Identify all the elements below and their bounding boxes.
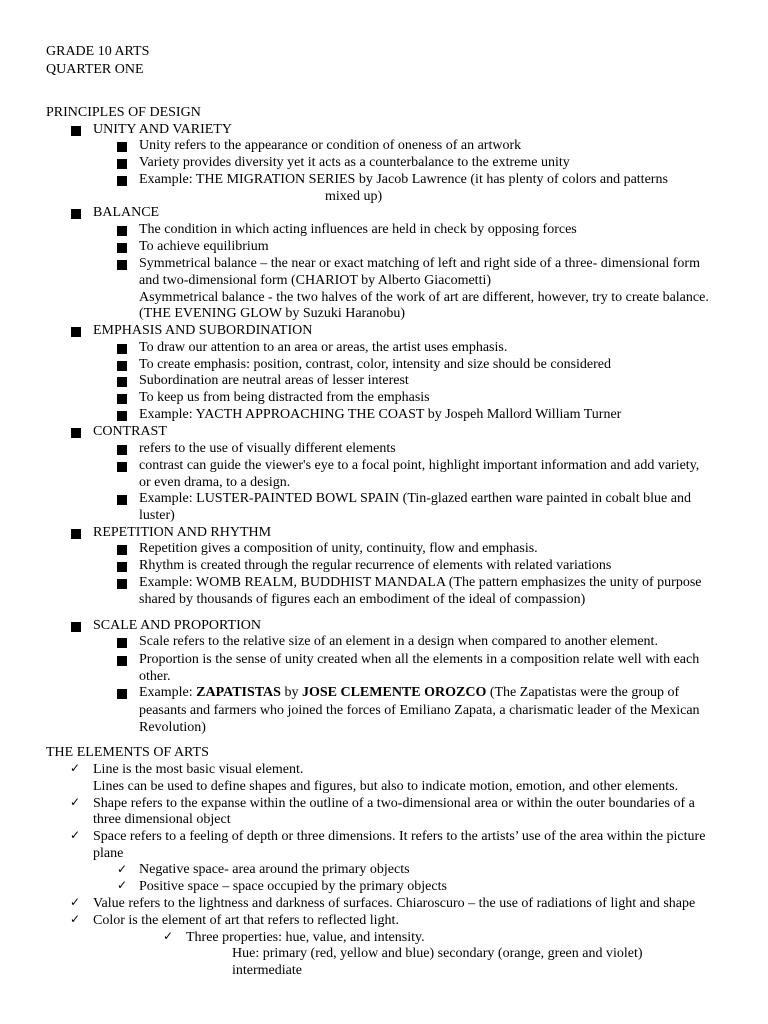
hue-description: Hue: primary (red, yellow and blue) secondary (orange, green and violet) <box>232 946 643 961</box>
scale-example-prefix: Example: <box>139 685 197 700</box>
square-bullet-icon <box>71 529 81 539</box>
symmetrical-balance-cont: and two-dimensional form (CHARIOT by Alberto Giacometti) <box>139 273 492 288</box>
square-bullet-icon <box>117 344 127 354</box>
repetition-example: Example: WOMB REALM, BUDDHIST MANDALA (The pattern emphasizes the unity of purpose <box>139 575 702 590</box>
rhythm-bullet: Rhythm is created through the regular recurrence of elements with related variations <box>139 558 612 573</box>
unity-bullet: Unity refers to the appearance or condition of oneness of an artwork <box>139 138 522 153</box>
principles-heading: PRINCIPLES OF DESIGN <box>46 105 201 120</box>
emphasis-bullet: To keep us from being distracted from the emphasis <box>139 390 430 405</box>
square-bullet-icon <box>117 260 127 270</box>
checkmark-bullet-icon: ✓ <box>70 795 81 809</box>
symmetrical-balance: Symmetrical balance – the near or exact matching of left and right side of a three- dimensional form <box>139 256 700 271</box>
checkmark-bullet-icon: ✓ <box>117 878 128 892</box>
balance-bullet: The condition in which acting influences are held in check by opposing forces <box>139 222 577 237</box>
header-grade: GRADE 10 ARTS <box>46 44 150 59</box>
square-bullet-icon <box>117 545 127 555</box>
unity-example: Example: THE MIGRATION SERIES by Jacob Lawrence (it has plenty of colors and patterns <box>139 172 668 187</box>
checkmark-bullet-icon: ✓ <box>163 929 174 943</box>
unity-example-cont: mixed up) <box>325 189 383 204</box>
contrast-bullet: refers to the use of visually different elements <box>139 441 396 456</box>
negative-space: Negative space- area around the primary objects <box>139 862 410 877</box>
square-bullet-icon <box>117 411 127 421</box>
emphasis-bullet: Subordination are neutral areas of lesser interest <box>139 373 409 388</box>
square-bullet-icon <box>117 656 127 666</box>
color-properties: Three properties: hue, value, and intensity. <box>186 930 425 945</box>
repetition-title: REPETITION AND RHYTHM <box>93 525 272 540</box>
square-bullet-icon <box>117 579 127 589</box>
repetition-bullet: Repetition gives a composition of unity, continuity, flow and emphasis. <box>139 541 538 556</box>
scale-example <box>139 684 679 701</box>
contrast-bullet: contrast can guide the viewer's eye to a focal point, highlight important information and add variety, <box>139 458 700 473</box>
variety-bullet: Variety provides diversity yet it acts as a counterbalance to the extreme unity <box>139 155 570 170</box>
square-bullet-icon <box>71 327 81 337</box>
proportion-bullet: Proportion is the sense of unity created when all the elements in a composition relate well with each <box>139 652 700 667</box>
emphasis-title: EMPHASIS AND SUBORDINATION <box>93 323 313 338</box>
square-bullet-icon <box>117 226 127 236</box>
contrast-example-cont: luster) <box>139 508 175 523</box>
square-bullet-icon <box>71 209 81 219</box>
square-bullet-icon <box>117 689 127 699</box>
square-bullet-icon <box>117 159 127 169</box>
square-bullet-icon <box>117 394 127 404</box>
line-element-cont: Lines can be used to define shapes and figures, but also to indicate motion, emotion, and other elements. <box>93 779 679 794</box>
shape-element-cont: three dimensional object <box>93 812 231 827</box>
positive-space: Positive space – space occupied by the primary objects <box>139 879 447 894</box>
square-bullet-icon <box>117 638 127 648</box>
contrast-example: Example: LUSTER-PAINTED BOWL SPAIN (Tin-glazed earthen ware painted in cobalt blue and <box>139 491 691 506</box>
checkmark-bullet-icon: ✓ <box>117 862 128 876</box>
value-element: Value refers to the lightness and darkness of surfaces. Chiaroscuro – the use of radiations of light and shape <box>93 896 696 911</box>
checkmark-bullet-icon: ✓ <box>70 895 81 909</box>
contrast-bullet-cont: or even drama, to a design. <box>139 475 291 490</box>
square-bullet-icon <box>117 377 127 387</box>
square-bullet-icon <box>117 243 127 253</box>
square-bullet-icon <box>117 495 127 505</box>
color-element: Color is the element of art that refers to reflected light. <box>93 913 399 928</box>
hue-description-cont: intermediate <box>232 963 302 978</box>
square-bullet-icon <box>117 176 127 186</box>
scale-example-artist: JOSE CLEMENTE OROZCO <box>301 685 487 700</box>
square-bullet-icon <box>117 562 127 572</box>
checkmark-bullet-icon: ✓ <box>70 828 81 842</box>
space-element-cont: plane <box>93 846 124 861</box>
emphasis-example: Example: YACTH APPROACHING THE COAST by Jospeh Mallord William Turner <box>139 407 622 422</box>
contrast-title: CONTRAST <box>93 424 167 439</box>
square-bullet-icon <box>117 462 127 472</box>
space-element: Space refers to a feeling of depth or three dimensions. It refers to the artists’ use of the area within the picture <box>93 829 706 844</box>
shape-element: Shape refers to the expanse within the outline of a two-dimensional area or within the outer boundaries of a <box>93 796 695 811</box>
scale-bullet: Scale refers to the relative size of an element in a design when compared to another element. <box>139 634 658 649</box>
square-bullet-icon <box>71 428 81 438</box>
emphasis-bullet: To create emphasis: position, contrast, color, intensity and size should be considered <box>139 357 612 372</box>
elements-heading: THE ELEMENTS OF ARTS <box>46 745 209 760</box>
square-bullet-icon <box>71 622 81 632</box>
asymmetrical-balance-cont: (THE EVENING GLOW by Suzuki Haranobu) <box>139 306 406 321</box>
square-bullet-icon <box>117 361 127 371</box>
scale-example-cont: peasants and farmers who joined the forces of Emiliano Zapata, a charismatic leader of the Mexican <box>139 703 700 718</box>
line-element: Line is the most basic visual element. <box>93 762 304 777</box>
square-bullet-icon <box>117 445 127 455</box>
unity-title: UNITY AND VARIETY <box>93 122 232 137</box>
square-bullet-icon <box>117 142 127 152</box>
checkmark-bullet-icon: ✓ <box>70 912 81 926</box>
checkmark-bullet-icon: ✓ <box>70 761 81 775</box>
asymmetrical-balance: Asymmetrical balance - the two halves of the work of art are different, however, try to create balance. <box>139 290 709 305</box>
square-bullet-icon <box>71 126 81 136</box>
repetition-example-cont: shared by thousands of figures each an embodiment of the ideal of compassion) <box>139 592 586 607</box>
scale-example-by: by <box>280 685 302 700</box>
scale-example-cont: Revolution) <box>139 720 206 735</box>
scale-example-title: ZAPATISTAS <box>196 685 281 700</box>
scale-title: SCALE AND PROPORTION <box>93 618 261 633</box>
scale-example-desc: (The Zapatistas were the group of <box>486 685 680 700</box>
proportion-bullet-cont: other. <box>139 669 171 684</box>
header-quarter: QUARTER ONE <box>46 62 144 77</box>
emphasis-bullet: To draw our attention to an area or areas, the artist uses emphasis. <box>139 340 508 355</box>
balance-title: BALANCE <box>93 205 160 220</box>
balance-bullet: To achieve equilibrium <box>139 239 269 254</box>
